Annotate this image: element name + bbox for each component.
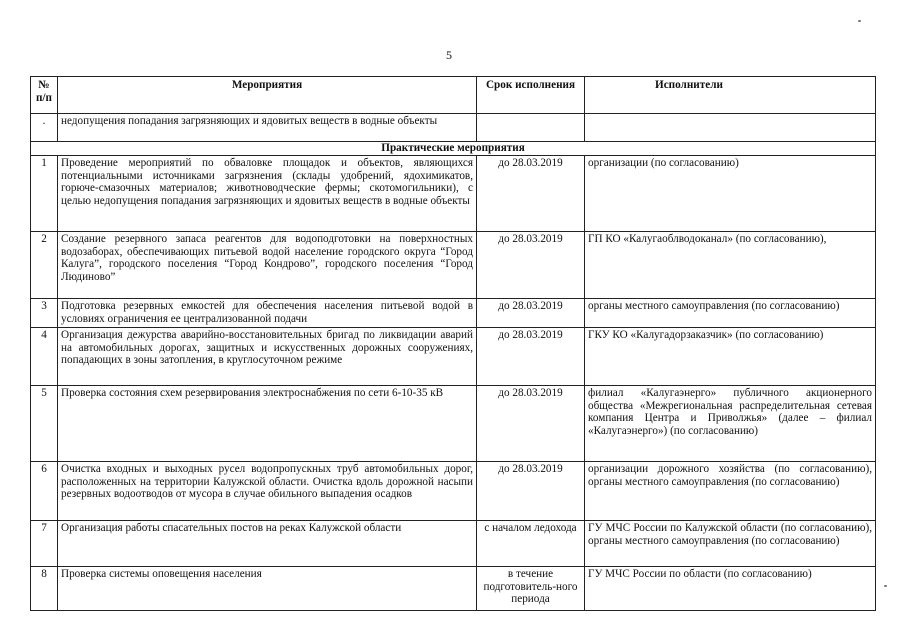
measure-text: Проведение мероприятий по обваловке площадок и объектов, являющихся потенциальными источниками загрязнения (склады удобрений, ядохимикатов, горюче-смазочных материалов; животноводческие фермы; скотомогильники), с целью недопущения попадания загрязняющих и ядовитых веществ в водные объекты bbox=[58, 156, 477, 232]
deadline-text: до 28.03.2019 bbox=[477, 299, 585, 328]
row-number: 3 bbox=[31, 299, 58, 328]
executor-text: организации дорожного хозяйства (по согласованию), органы местного самоуправления (по согласованию) bbox=[585, 462, 876, 521]
table-row bbox=[31, 386, 876, 462]
executor-text: организации (по согласованию) bbox=[585, 156, 876, 232]
measure-text: недопущения попадания загрязняющих и ядовитых веществ в водные объекты bbox=[58, 114, 477, 142]
executor-text bbox=[585, 114, 876, 142]
table-row bbox=[31, 521, 876, 567]
deadline-text: до 28.03.2019 bbox=[477, 232, 585, 299]
measure-text: Проверка системы оповещения населения bbox=[58, 567, 477, 611]
executor-text: ГУ МЧС России по Калужской области (по согласованию), органы местного самоуправления (по согласованию) bbox=[585, 521, 876, 567]
executor-text: органы местного самоуправления (по согласованию) bbox=[585, 299, 876, 328]
measure-text: Очистка входных и выходных русел водопропускных труб автомобильных дорог, расположенных на территории Калужской области. Очистка вдоль дорожной насыпи резервных водоотводов от мусора в случае обильного выпадения осадков bbox=[58, 462, 477, 521]
header-num: № п/п bbox=[31, 77, 58, 114]
section-row bbox=[31, 142, 876, 156]
measure-text: Проверка состояния схем резервирования электроснабжения по сети 6-10-35 кВ bbox=[58, 386, 477, 462]
measure-text: Подготовка резервных емкостей для обеспечения населения питьевой водой в условиях ограничения ее централизованной подачи bbox=[58, 299, 477, 328]
scan-speck bbox=[858, 20, 861, 22]
measure-text: Организация работы спасательных постов на реках Калужской области bbox=[58, 521, 477, 567]
table-row bbox=[31, 232, 876, 299]
measures-table bbox=[30, 76, 876, 611]
row-number: 5 bbox=[31, 386, 58, 462]
executor-text: ГУ МЧС России по области (по согласованию) bbox=[585, 567, 876, 611]
executor-text: ГП КО «Калугаоблводоканал» (по согласованию), bbox=[585, 232, 876, 299]
deadline-text: до 28.03.2019 bbox=[477, 462, 585, 521]
measure-text: Создание резервного запаса реагентов для водоподготовки на поверхностных водозаборах, обеспечивающих питьевой водой население городского округа “Город Калуга”, городского поселения “Город Кондрово”, городского поселения “Город Людиново” bbox=[58, 232, 477, 299]
header-executors: Исполнители bbox=[585, 77, 876, 114]
header-row bbox=[31, 77, 876, 114]
row-number: 7 bbox=[31, 521, 58, 567]
measure-text: Организация дежурства аварийно-восстановительных бригад по ликвидации аварий на автомобильных дорогах, защитных и искусственных дорожных сооружениях, попадающих в зоны затопления, в круглосуточном режиме bbox=[58, 328, 477, 386]
executor-text: ГКУ КО «Калугадорзаказчик» (по согласованию) bbox=[585, 328, 876, 386]
row-number: . bbox=[31, 114, 58, 142]
table-row bbox=[31, 462, 876, 521]
table-row bbox=[31, 328, 876, 386]
section-title: Практические мероприятия bbox=[31, 142, 876, 156]
row-number: 6 bbox=[31, 462, 58, 521]
row-number: 1 bbox=[31, 156, 58, 232]
deadline-text: до 28.03.2019 bbox=[477, 156, 585, 232]
row-number: 4 bbox=[31, 328, 58, 386]
table-row bbox=[31, 567, 876, 611]
executor-text: филиал «Калугаэнерго» публичного акционерного общества «Межрегиональная распределительная сетевая компания Центра и Приволжья» (далее – филиал «Калугаэнерго») (по согласованию) bbox=[585, 386, 876, 462]
row-number: 2 bbox=[31, 232, 58, 299]
row-number: 8 bbox=[31, 567, 58, 611]
header-measures: Мероприятия bbox=[58, 77, 477, 114]
page-number: 5 bbox=[446, 48, 452, 62]
deadline-text: до 28.03.2019 bbox=[477, 328, 585, 386]
deadline-text: в течение подготовитель-ного периода bbox=[477, 567, 585, 611]
scan-speck bbox=[884, 585, 887, 587]
continuation-row bbox=[31, 114, 876, 142]
deadline-text: до 28.03.2019 bbox=[477, 386, 585, 462]
table-row bbox=[31, 156, 876, 232]
header-deadline: Срок исполнения bbox=[477, 77, 585, 114]
deadline-text bbox=[477, 114, 585, 142]
deadline-text: с началом ледохода bbox=[477, 521, 585, 567]
table-row bbox=[31, 299, 876, 328]
